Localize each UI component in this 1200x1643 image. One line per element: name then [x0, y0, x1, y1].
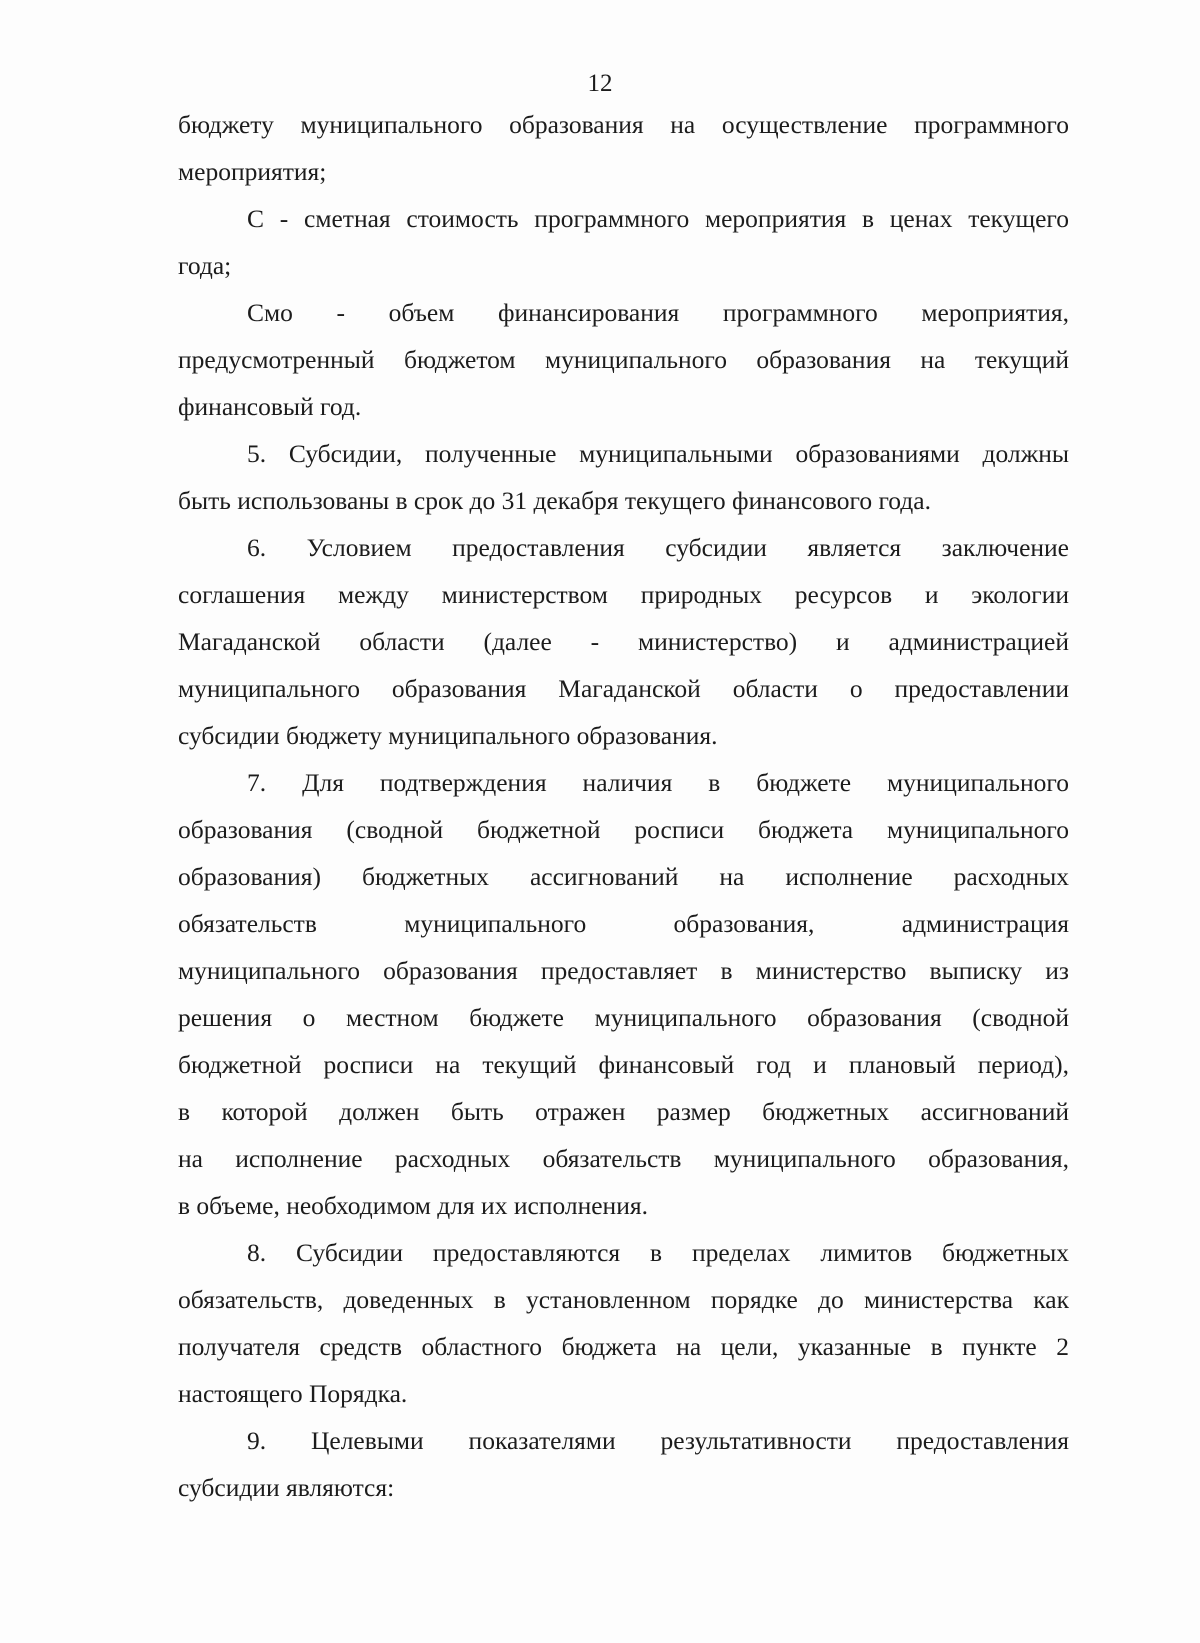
text-line: С - сметная стоимость программного мероприятия в ценах текущего [247, 204, 1069, 233]
text-line: 6. Условием предоставления субсидии является заключение [247, 533, 1069, 562]
text-line: обязательств муниципального образования, администрация [178, 909, 1069, 938]
text-line: образования) бюджетных ассигнований на исполнение расходных [178, 862, 1069, 891]
text-line: быть использованы в срок до 31 декабря текущего финансового года. [178, 486, 931, 515]
text-line: субсидии являются: [178, 1473, 395, 1502]
text-line: решения о местном бюджете муниципального образования (сводной [178, 1003, 1069, 1032]
text-line: в объеме, необходимом для их исполнения. [178, 1191, 648, 1220]
text-line: 5. Субсидии, полученные муниципальными образованиями должны [247, 439, 1069, 468]
text-line: муниципального образования Магаданской области о предоставлении [178, 674, 1069, 703]
text-line: 9. Целевыми показателями результативности предоставления [247, 1426, 1069, 1455]
text-line: бюджетной росписи на текущий финансовый год и плановый период), [178, 1050, 1069, 1079]
text-line: получателя средств областного бюджета на цели, указанные в пункте 2 [178, 1332, 1069, 1361]
text-line: мероприятия; [178, 157, 327, 186]
text-line: Магаданской области (далее - министерство) и администрацией [178, 627, 1069, 656]
text-line: обязательств, доведенных в установленном порядке до министерства как [178, 1285, 1069, 1314]
text-line: бюджету муниципального образования на осуществление программного [178, 110, 1069, 139]
text-line: муниципального образования предоставляет в министерство выписку из [178, 956, 1069, 985]
page-number: 12 [587, 70, 613, 97]
text-line: субсидии бюджету муниципального образования. [178, 721, 718, 750]
text-line: Смо - объем финансирования программного мероприятия, [247, 298, 1069, 327]
text-line: в которой должен быть отражен размер бюджетных ассигнований [178, 1097, 1069, 1126]
text-line: 8. Субсидии предоставляются в пределах лимитов бюджетных [247, 1238, 1069, 1267]
text-line: соглашения между министерством природных ресурсов и экологии [178, 580, 1069, 609]
text-line: на исполнение расходных обязательств муниципального образования, [178, 1144, 1069, 1173]
text-line: года; [178, 251, 232, 280]
text-line: предусмотренный бюджетом муниципального образования на текущий [178, 345, 1069, 374]
text-line: 7. Для подтверждения наличия в бюджете муниципального [247, 768, 1069, 797]
text-line: образования (сводной бюджетной росписи бюджета муниципального [178, 815, 1069, 844]
text-line: настоящего Порядка. [178, 1379, 408, 1408]
text-line: финансовый год. [178, 392, 362, 421]
